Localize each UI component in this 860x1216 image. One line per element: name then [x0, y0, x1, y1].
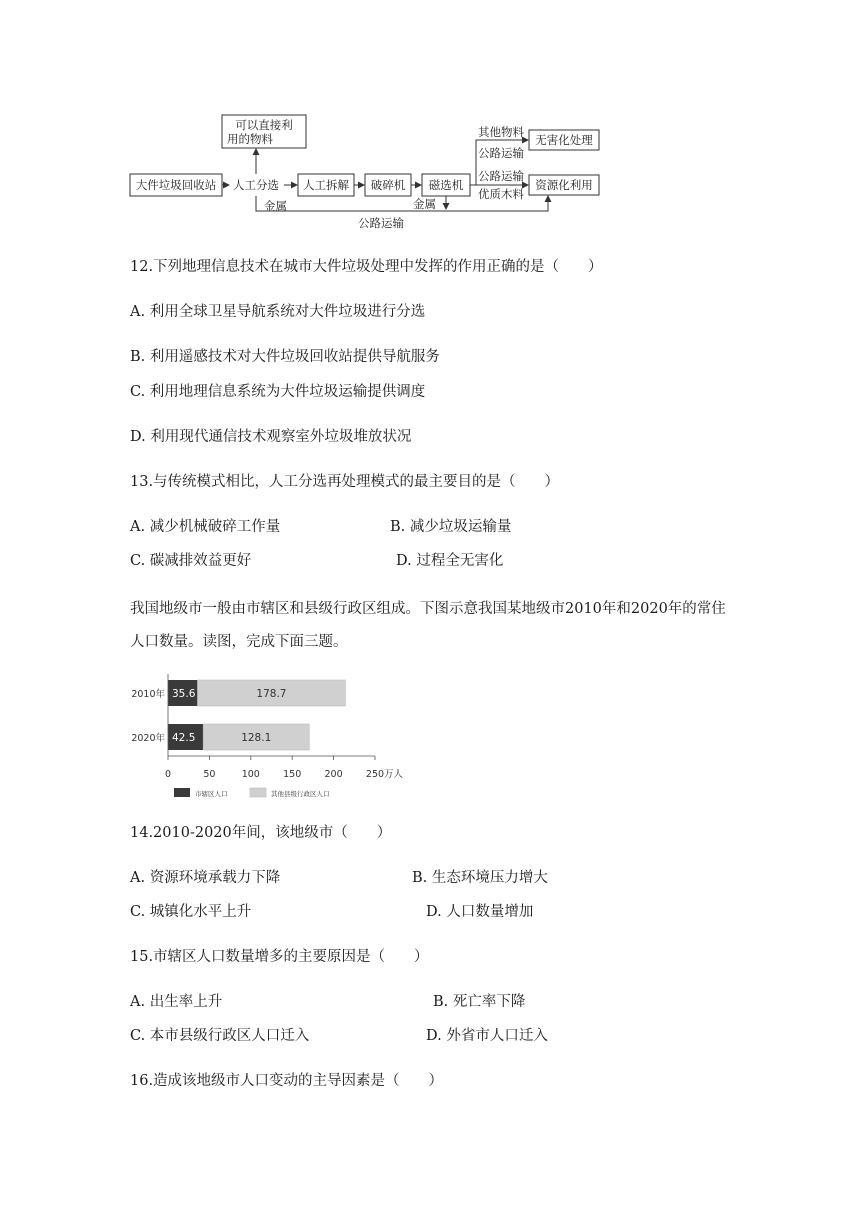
node-station-label: 大件垃圾回收站 [135, 178, 217, 192]
flow-diagram [0, 0, 860, 240]
x-tick-label: 250 [365, 769, 385, 780]
question-14-option-d: D. 人口数量增加 [426, 904, 534, 920]
question-14-option-a: A. 资源环境承载力下降 [130, 870, 281, 886]
question-12-stem: 12.下列地理信息技术在城市大件垃圾处理中发挥的作用正确的是（ ） [130, 259, 603, 275]
population-chart [0, 670, 860, 810]
data-label: 178.7 [256, 688, 287, 700]
label-metal1: 金属 [264, 199, 287, 213]
question-13-option-a: A. 减少机械破碎工作量 [130, 519, 281, 535]
label-road1: 公路运输 [478, 146, 524, 160]
data-label: 128.1 [241, 732, 272, 744]
legend-label: 其他县级行政区人口 [271, 790, 330, 798]
node-magnetic-label: 磁选机 [428, 178, 464, 192]
node-reuse-line2: 用的物料 [227, 132, 273, 146]
question-15-option-d: D. 外省市人口迁入 [426, 1028, 548, 1044]
question-15-option-c: C. 本市县级行政区人口迁入 [130, 1028, 310, 1044]
node-crusher-label: 破碎机 [370, 178, 406, 192]
question-13-stem: 13.与传统模式相比，人工分选再处理模式的最主要目的是（ ） [130, 474, 560, 490]
question-14-option-b: B. 生态环境压力增大 [412, 870, 548, 886]
question-13-option-c: C. 碳减排效益更好 [130, 553, 252, 569]
question-12-option-b: B. 利用遥感技术对大件垃圾回收站提供导航服务 [130, 349, 440, 365]
data-label: 35.6 [172, 688, 196, 700]
x-tick-label: 50 [203, 769, 216, 780]
label-road3: 公路运输 [358, 216, 404, 230]
x-axis-unit: 万人 [384, 769, 404, 780]
category-label: 2020年 [131, 733, 165, 744]
node-manual-sort-label: 人工分选 [233, 178, 279, 192]
label-metal2: 金属 [413, 197, 436, 211]
data-label: 42.5 [172, 732, 196, 744]
node-dismantle-label: 人工拆解 [303, 178, 349, 192]
question-14-stem: 14.2010-2020年间，该地级市（ ） [130, 825, 392, 841]
question-12-option-d: D. 利用现代通信技术观察室外垃圾堆放状况 [130, 429, 412, 445]
legend-swatch [174, 788, 190, 797]
question-16-stem: 16.造成该地级市人口变动的主导因素是（ ） [130, 1073, 444, 1089]
question-15-option-a: A. 出生率上升 [130, 994, 223, 1010]
node-resource-label: 资源化利用 [535, 178, 593, 192]
label-road2: 公路运输 [478, 169, 524, 183]
question-12-option-a: A. 利用全球卫星导航系统对大件垃圾进行分选 [130, 304, 426, 320]
label-wood: 优质木料 [478, 187, 524, 201]
legend-label: 市辖区人口 [195, 790, 228, 798]
x-tick-label: 0 [164, 769, 172, 780]
question-13-option-b: B. 减少垃圾运输量 [390, 519, 512, 535]
x-tick-label: 150 [283, 769, 302, 780]
question-15-stem: 15.市辖区人口数量增多的主要原因是（ ） [130, 949, 429, 965]
x-tick-label: 100 [241, 769, 260, 780]
x-tick-label: 200 [324, 769, 343, 780]
question-13-option-d: D. 过程全无害化 [396, 553, 504, 569]
label-other-material: 其他物料 [478, 125, 524, 139]
question-14-option-c: C. 城镇化水平上升 [130, 904, 252, 920]
question-15-option-b: B. 死亡率下降 [433, 994, 526, 1010]
node-reuse-line1: 可以直接利 [235, 118, 293, 132]
node-harmless-label: 无害化处理 [535, 133, 593, 147]
intro-paragraph: 我国地级市一般由市辖区和县级行政区组成。下图示意我国某地级市2010年和2020年的常住人口数量。读图，完成下面三题。 [130, 601, 726, 650]
category-label: 2010年 [131, 689, 165, 700]
legend-swatch [250, 788, 266, 797]
question-12-option-c: C. 利用地理信息系统为大件垃圾运输提供调度 [130, 384, 426, 400]
